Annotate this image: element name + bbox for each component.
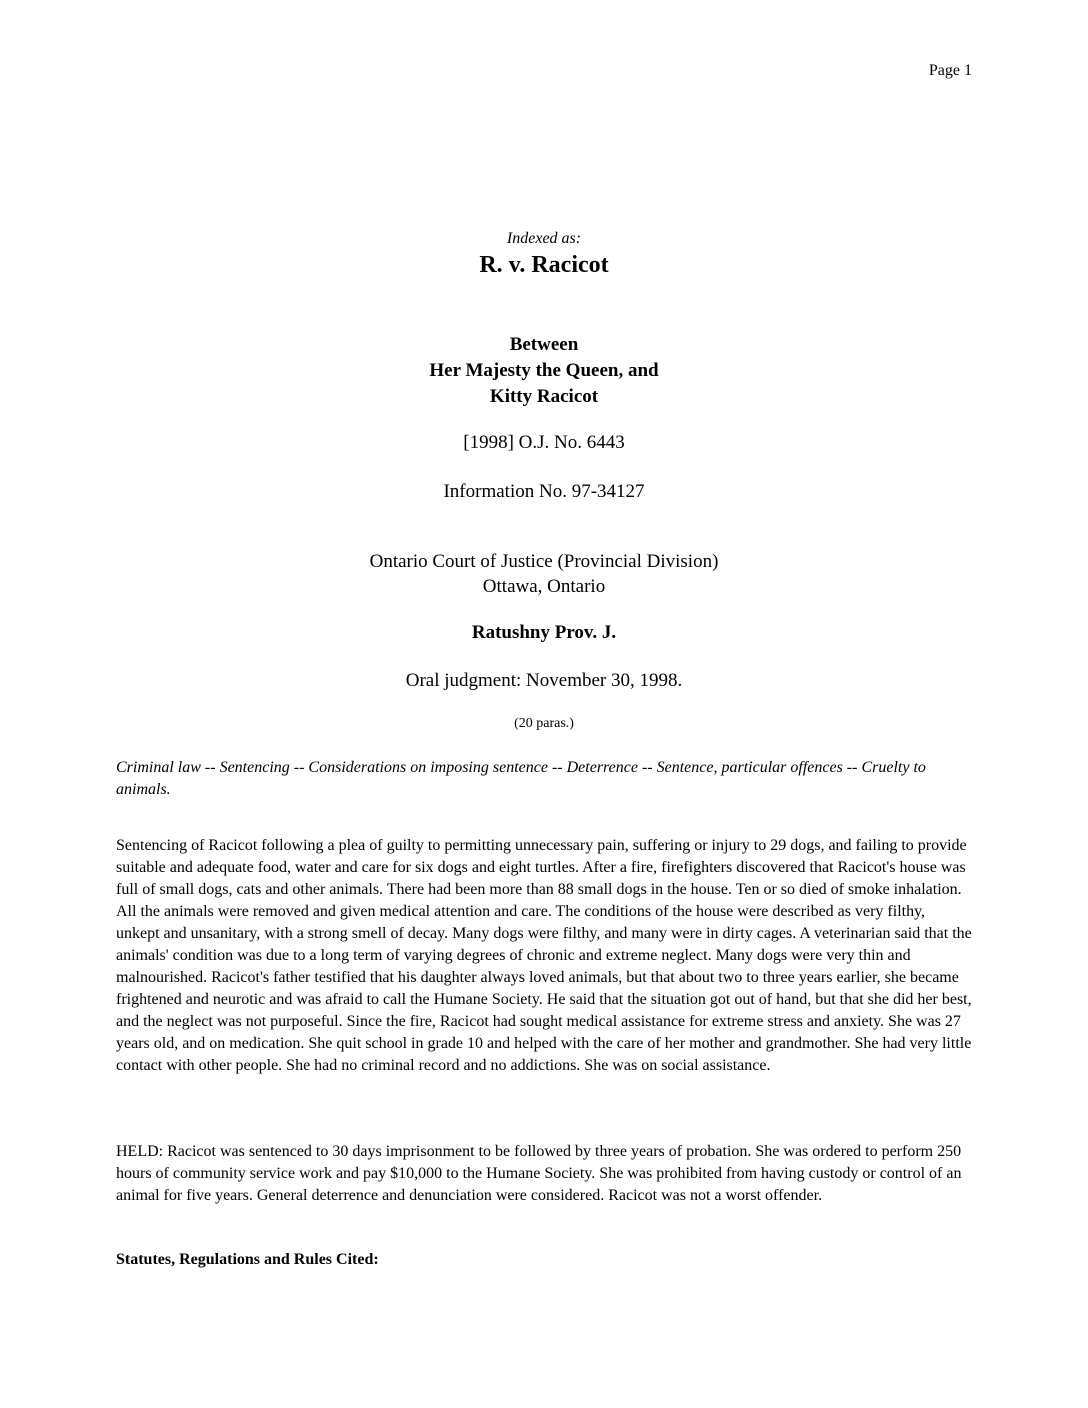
party-two: Kitty Racicot [489,386,599,407]
party-one: Her Majesty the Queen, and [429,360,659,381]
case-summary: Sentencing of Racicot following a plea of guilty to permitting unnecessary pain, suffering or injury to 29 dogs, and failing to provide suitable and adequate food, water and care for six dogs and eight turtles. After a fire, firefighters discovered that Racicot's house was full of small dogs, cats and other animals. There had been more than 88 small dogs in the house. Ten or so died of smoke inhalation. All the animals were removed and given medical attention and care. The conditions of the house were described as very filthy, unkept and unsanitary, with a strong smell of decay. Many dogs were filthy, and many were in dirty cages. A veterinarian said that the animals' condition was due to a long term of varying degrees of chronic and extreme neglect. Many dogs were very thin and malnourished. Racicot's father testified that his daughter always loved animals, but that about two to three years earlier, she became frightened and neurotic and was afraid to call the Humane Society. He said that the situation got out of hand, but that she did her best, and the neglect was not purposeful. Since the fire, Racicot had sought medical assistance for extreme stress and anxiety. She was 27 years old, and on medication. She quit school in grade 10 and helped with the care of her mother and grandmother. She had very little contact with other people. She had no criminal record and no addictions. She was on social assistance. [116,837,972,1074]
court-name: Ontario Court of Justice (Provincial Division) [369,551,719,572]
parties-block [0,332,1088,410]
case-title: R. v. Racicot [479,252,609,278]
held-paragraph: HELD: Racicot was sentenced to 30 days imprisonment to be followed by three years of probation. She was ordered to perform 250 hours of community service work and pay $10,000 to the Humane Society. She was prohibited from having custody or control of an animal for five years. General deterrence and denunciation were considered. Racicot was not a worst offender. [116,1143,962,1204]
indexed-as-label: Indexed as: [506,230,582,247]
paragraph-count: (20 paras.) [514,716,574,731]
judge-name: Ratushny Prov. J. [471,622,617,643]
court-block [0,549,1088,599]
oral-judgment-date: Oral judgment: November 30, 1998. [405,670,683,691]
information-number: Information No. 97-34127 [443,481,645,502]
statutes-heading: Statutes, Regulations and Rules Cited: [116,1251,379,1268]
court-location: Ottawa, Ontario [482,576,606,597]
between-label: Between [509,334,579,355]
citation: [1998] O.J. No. 6443 [463,432,625,453]
page-number: Page 1 [928,62,972,79]
catchwords: Criminal law -- Sentencing -- Considerations on imposing sentence -- Deterrence -- Sentence, particular offences -- Cruelty to animals. [116,759,926,798]
